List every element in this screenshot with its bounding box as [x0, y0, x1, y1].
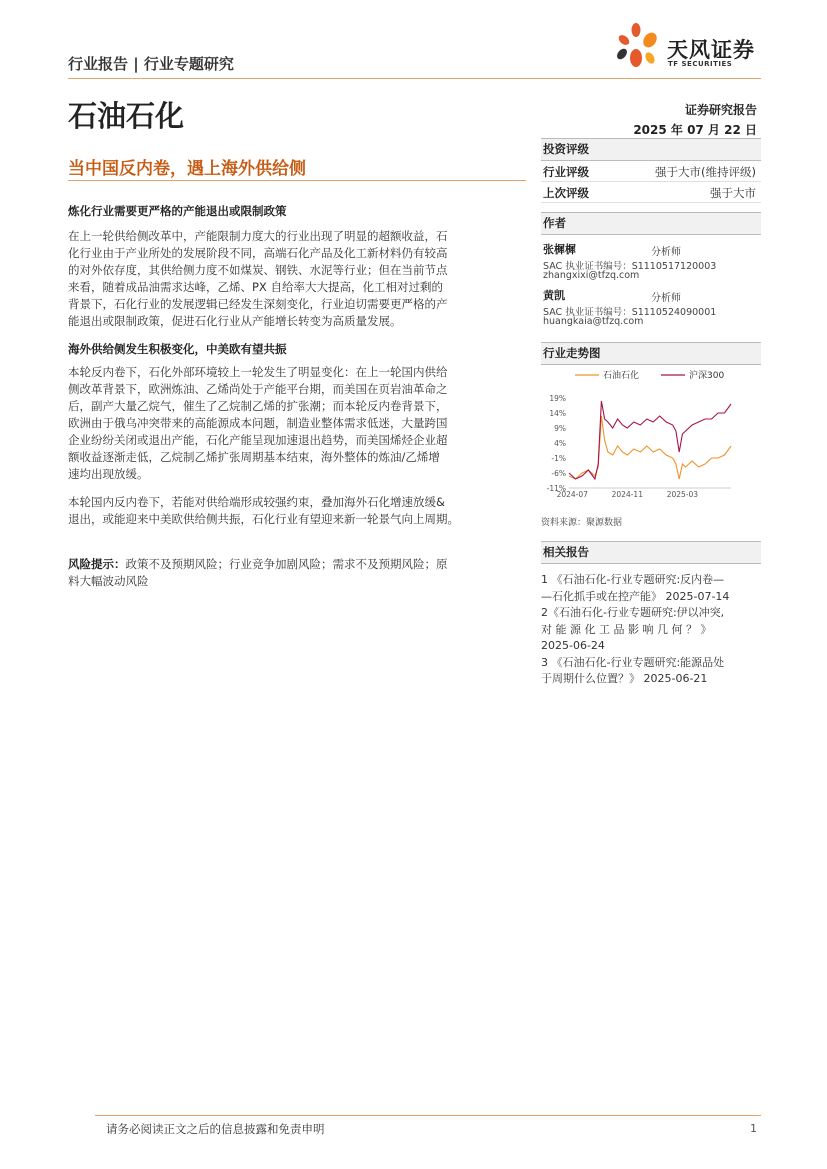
text-line: 退出，或能迎来中美欧供给侧共振，石化行业有望迎来新一轮景气向上周期。: [68, 512, 459, 526]
section-paragraph: [68, 228, 523, 330]
related-heading: 相关报告: [541, 541, 761, 564]
text-line: 速均出现放缓。: [68, 467, 149, 481]
related-panel: [541, 541, 761, 564]
y-tick-label: 4%: [554, 439, 566, 448]
section-paragraph: [68, 364, 523, 483]
title-divider: [68, 180, 526, 181]
logo-petals-icon: [612, 22, 662, 70]
author-panel: [541, 212, 761, 331]
rating-value: 强于大市(维持评级): [655, 165, 756, 179]
author-email[interactable]: huangkaia@tfzq.com: [543, 316, 644, 327]
author-heading: 作者: [541, 212, 761, 235]
company-logo: [612, 22, 762, 70]
chart-source: 资料来源：聚源数据: [541, 518, 623, 528]
rating-label: 上次评级: [543, 186, 589, 200]
rating-row: [541, 182, 761, 203]
text-line: 企业纷纷关闭或退出产能，石化产能呈现加速退出趋势，而美国烯烃企业超: [68, 433, 448, 447]
header-divider: [68, 78, 761, 79]
y-tick-label: -6%: [551, 469, 566, 478]
logo-name: 天风证券: [667, 38, 755, 62]
legend-label: 沪深300: [689, 371, 725, 381]
related-report-link[interactable]: [541, 655, 759, 688]
legend-label: 石油石化: [603, 371, 640, 381]
author-role: 分析师: [651, 247, 681, 258]
author-email[interactable]: zhangxixi@tfzq.com: [543, 270, 640, 281]
risk-text: 政策不及预期风险；行业竞争加剧风险；需求不及预期风险；原: [125, 557, 448, 571]
rating-value: 强于大市: [710, 186, 756, 200]
y-tick-label: 14%: [549, 409, 566, 418]
x-tick-label: 2024-07: [556, 490, 588, 499]
y-tick-label: 9%: [554, 424, 566, 433]
footer-disclaimer[interactable]: 请务必阅读正文之后的信息披露和免责申明: [106, 1122, 325, 1136]
report-type: 证券研究报告: [684, 103, 757, 117]
series-line: [569, 416, 731, 479]
rating-label: 行业评级: [543, 165, 589, 179]
text-line: 额收益逐渐走低，乙烷制乙烯扩张周期基本结束，海外整体的炼油/乙烯增: [68, 450, 440, 464]
related-line: 2《石油石化-行业专题研究:伊以冲突,: [541, 606, 725, 619]
related-line: 2025-06-24: [541, 639, 605, 652]
text-line: 本轮反内卷下，石化外部环境较上一轮发生了明显变化：在上一轮国内供给: [68, 365, 448, 379]
author-entry: [541, 239, 761, 285]
text-line: 能退出或限制政策，促进石化行业从产能增长转变为高质量发展。: [68, 314, 402, 328]
report-category: 行业报告 | 行业专题研究: [68, 55, 234, 73]
text-line: 背景下，石化行业的发展逻辑已经发生深刻变化，行业迫切需要更严格的产: [68, 297, 448, 311]
text-line: 欧洲由于俄乌冲突带来的高能源成本问题，制造业整体需求低迷，大量跨国: [68, 416, 448, 430]
trend-chart: [541, 362, 759, 500]
text-line: 在上一轮供给侧改革中，产能限制力度大的行业出现了明显的超额收益，石: [68, 229, 448, 243]
risk-warning: [68, 556, 523, 590]
section-heading: 海外供给侧发生积极变化，中美欧有望共振: [68, 342, 287, 356]
related-list: [541, 572, 759, 688]
author-role: 分析师: [651, 293, 681, 304]
x-tick-label: 2024-11: [611, 490, 643, 499]
trend-chart-svg: [541, 362, 759, 500]
author-name: 黄凯: [543, 289, 565, 302]
text-line: 本轮国内反内卷下，若能对供给端形成较强约束，叠加海外石化增速放缓&: [68, 495, 445, 509]
industry-name: 石油石化: [68, 99, 185, 133]
rating-panel: [541, 138, 761, 203]
related-line: 对 能 源 化 工 品 影 响 几 何 ？ 》: [541, 622, 712, 636]
related-line: 1 《石油石化-行业专题研究:反内卷—: [541, 573, 725, 586]
related-line: —石化抓手或在控产能》 2025-07-14: [541, 589, 730, 603]
related-line: 3 《石油石化-行业专题研究:能源品处: [541, 655, 725, 669]
author-entry: [541, 285, 761, 331]
related-report-link[interactable]: [541, 605, 759, 655]
report-title: 当中国反内卷，遇上海外供给侧: [68, 159, 306, 179]
related-report-link[interactable]: [541, 572, 759, 605]
section-heading: 炼化行业需要更严格的产能退出或限制政策: [68, 204, 287, 218]
author-name: 张樨樨: [543, 243, 576, 256]
text-line: 后，副产大量乙烷气，催生了乙烷制乙烯的扩张潮；而本轮反内卷背景下，: [68, 399, 448, 413]
text-line: 的对外依存度，其供给侧力度不如煤炭、钢铁、水泥等行业；但在当前节点: [68, 263, 448, 277]
logo-subtitle: TF SECURITIES: [668, 60, 733, 68]
rating-heading: 投资评级: [541, 138, 761, 161]
related-line: 于周期什么位置？》 2025-06-21: [541, 672, 708, 685]
page-number: 1: [750, 1122, 757, 1135]
x-tick-label: 2025-03: [666, 490, 699, 499]
text-line: 化行业由于产业所处的发展阶段不同，高端石化产品及化工新材料仍有较高: [68, 246, 448, 260]
series-line: [569, 401, 731, 479]
risk-label: 风险提示：: [68, 557, 126, 571]
author-cert: SAC 执业证书编号：S1110524090001: [543, 307, 717, 318]
footer-divider: [95, 1115, 761, 1116]
y-tick-label: 19%: [549, 394, 566, 403]
rating-row: [541, 161, 761, 182]
report-date: 2025 年 07 月 22 日: [633, 123, 757, 137]
text-line: 侧改革背景下，欧洲炼油、乙烯尚处于产能平台期，而美国在页岩油革命之: [68, 382, 448, 396]
risk-text: 料大幅波动风险: [68, 574, 149, 588]
y-tick-label: -11%: [546, 484, 566, 493]
author-cert: SAC 执业证书编号：S1110517120003: [543, 261, 717, 272]
trend-heading: 行业走势图: [541, 342, 761, 365]
text-line: 来看，随着成品油需求达峰，乙烯、PX 自给率大大提高，化工相对过剩的: [68, 280, 443, 294]
y-tick-label: -1%: [551, 454, 566, 463]
conclusion-paragraph: [68, 494, 523, 528]
